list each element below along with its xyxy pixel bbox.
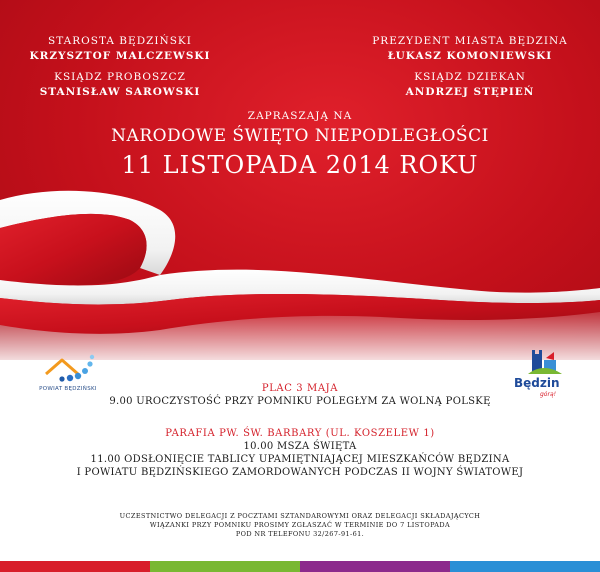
host-name: ANDRZEJ STĘPIEŃ bbox=[405, 86, 535, 98]
host-role: KSIĄDZ DZIEKAN bbox=[414, 71, 526, 83]
note-line: POD NR TELEFONU 32/267-91-61. bbox=[235, 530, 365, 538]
host-name: KRZYSZTOF MALCZEWSKI bbox=[29, 50, 211, 62]
note-line: WIĄZANKI PRZY POMNIKU PROSIMY ZGŁASZAĆ W TERMINIE DO 7 LISTOPADA bbox=[149, 521, 451, 529]
castle-icon bbox=[524, 348, 564, 376]
host-role: KSIĄDZ PROBOSZCZ bbox=[54, 71, 186, 83]
event-title: NARODOWE ŚWIĘTO NIEPODLEGŁOŚCI bbox=[111, 126, 489, 146]
footer-segment bbox=[0, 561, 150, 572]
event-date: 11 LISTOPADA 2014 ROKU bbox=[121, 151, 479, 179]
host-name: STANISŁAW SAROWSKI bbox=[39, 86, 201, 98]
invite-text: ZAPRASZAJĄ NA bbox=[247, 110, 353, 122]
powiat-logo-icon bbox=[28, 352, 108, 386]
footer-segment bbox=[300, 561, 450, 572]
footer-color-bar bbox=[0, 561, 600, 572]
host-prezydent bbox=[360, 34, 580, 63]
bedzin-label: Będzin bbox=[514, 376, 560, 390]
host-dziekan bbox=[360, 70, 580, 99]
host-starosta bbox=[20, 34, 220, 63]
note-line: UCZESTNICTWO DELEGACJI Z POCZTAMI SZTANDAROWYMI ORAZ DELEGACJI SKŁADAJĄCYCH bbox=[119, 512, 481, 520]
bedzin-tagline: górą! bbox=[540, 391, 557, 398]
program-item: 9.00 UROCZYSTOŚĆ PRZY POMNIKU POLEGŁYM ZA WOLNĄ POLSKĘ bbox=[109, 396, 491, 407]
location-plac: PLAC 3 MAJA bbox=[261, 383, 339, 394]
footer-segment bbox=[150, 561, 300, 572]
program-item: 10.00 MSZA ŚWIĘTA bbox=[243, 441, 357, 452]
location-parafia: PARAFIA PW. ŚW. BARBARY (UL. KOSZELEW 1) bbox=[165, 428, 435, 439]
host-name: ŁUKASZ KOMONIEWSKI bbox=[387, 50, 553, 62]
program-item: I POWIATU BĘDZIŃSKIEGO ZAMORDOWANYCH PODCZAS II WOJNY ŚWIATOWEJ bbox=[76, 467, 524, 478]
host-proboszcz bbox=[20, 70, 220, 99]
host-role: PREZYDENT MIASTA BĘDZINA bbox=[372, 35, 568, 47]
program-item: 11.00 ODSŁONIĘCIE TABLICY UPAMIĘTNIAJĄCEJ MIESZKAŃCÓW BĘDZINA bbox=[90, 454, 510, 465]
powiat-label: POWIAT BĘDZIŃSKI bbox=[39, 386, 97, 392]
host-role: STAROSTA BĘDZIŃSKI bbox=[48, 35, 192, 47]
footer-segment bbox=[450, 561, 600, 572]
flag-ribbon-icon bbox=[0, 180, 600, 370]
